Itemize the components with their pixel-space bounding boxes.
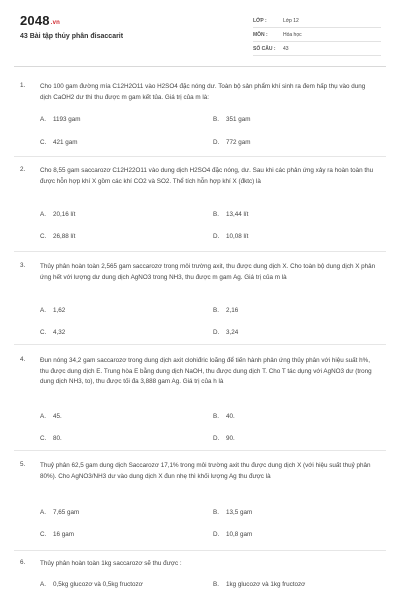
option-c[interactable]: C. 80.	[40, 435, 62, 442]
option-b[interactable]: B. 13,5 gam	[213, 509, 253, 516]
option-b[interactable]: B. 40.	[213, 413, 235, 420]
option-a[interactable]: A. 0,5kg glucozơ và 0,5kg fructozơ	[40, 581, 143, 588]
option-d[interactable]: D. 10,8 gam	[213, 531, 253, 538]
document-title: 43 Bài tập thủy phân đisaccarit	[20, 33, 124, 40]
option-b[interactable]: B. 2,16	[213, 307, 239, 314]
question-number: 5.	[20, 461, 26, 468]
meta-row-subject	[253, 28, 381, 42]
meta-row-grade	[253, 14, 381, 28]
question-divider	[14, 344, 386, 345]
question-text: Thủy phân hoàn toàn 2,565 gam saccarozơ trong môi trường axit, thu được dung dịch X. Cho toàn bộ dung dịch X phản ứng hết với lượng dư dung dịch AgNO3 trong NH3, thu được m gam Ag. Giá trị của m là	[40, 263, 376, 281]
option-a[interactable]: A. 1193 gam	[40, 116, 81, 123]
question-divider	[14, 450, 386, 451]
meta-value: 43	[283, 45, 289, 52]
document-header	[0, 0, 400, 62]
meta-label: MÔN :	[253, 31, 268, 38]
option-c[interactable]: C. 16 gam	[40, 531, 75, 538]
question-text: Thủy phân hoàn toàn 1kg saccarozơ sẽ thu được :	[40, 560, 182, 567]
meta-label: LỚP :	[253, 17, 267, 24]
question-text: Cho 100 gam đường mía C12H2O11 vào H2SO4 đặc nóng dư. Toàn bộ sản phẩm khí sinh ra đem hấp thụ vào dung dịch CaOH2 dư thì thu được m gam kết tủa. Giá trị của m là:	[40, 83, 366, 101]
meta-value: Lớp 12	[283, 17, 299, 24]
option-b[interactable]: B. 1kg glucozơ và 1kg fructozơ	[213, 581, 306, 588]
site-logo[interactable]	[20, 13, 60, 28]
option-d[interactable]: D. 772 gam	[213, 139, 251, 146]
option-b[interactable]: B. 13,44 lít	[213, 211, 249, 218]
option-c[interactable]: C. 4,32	[40, 329, 66, 336]
question-number: 2.	[20, 166, 26, 173]
option-a[interactable]: A. 1,62	[40, 307, 66, 314]
option-a[interactable]: A. 20,16 lít	[40, 211, 76, 218]
logo-text: 2048	[20, 13, 50, 28]
option-d[interactable]: D. 90.	[213, 435, 235, 442]
header-divider	[14, 66, 386, 67]
option-b[interactable]: B. 351 gam	[213, 116, 251, 123]
option-a[interactable]: A. 45.	[40, 413, 62, 420]
logo-tld: .vn	[50, 20, 61, 26]
question-divider	[14, 251, 386, 252]
question-number: 6.	[20, 559, 26, 566]
meta-label: SỐ CÂU :	[253, 45, 276, 52]
meta-value: Hóa học	[283, 31, 302, 38]
option-a[interactable]: A. 7,65 gam	[40, 509, 80, 516]
meta-row-count	[253, 42, 381, 56]
question-number: 1.	[20, 82, 26, 89]
question-divider	[14, 550, 386, 551]
question-number: 3.	[20, 262, 26, 269]
option-c[interactable]: C. 421 gam	[40, 139, 78, 146]
question-text: Đun nóng 34,2 gam saccarozơ trong dung dịch axit clohiđric loãng để tiến hành phản ứng thủy phân với hiệu suất h%, thu được dung dịch E. Trung hòa E bằng dung dịch NaOH, thu được dung dịch T. Cho T tác dụng với AgNO3 dư (trong dung dịch NH3, to), thu được tối đa 3,888 gam Ag. Giá trị của h là	[40, 357, 372, 385]
question-text: Thuỷ phân 62,5 gam dung dịch Saccarozơ 17,1% trong môi trường axit thu được dung dịch X (với hiệu suất thuỷ phân 80%). Cho AgNO3/NH3 dư vào dung dịch X đun nhẹ thì khối lượng Ag thu được là	[40, 462, 371, 480]
document-meta	[253, 14, 381, 56]
question-divider	[14, 156, 386, 157]
question-text: Cho 8,55 gam saccarozơ C12H22O11 vào dung dịch H2SO4 đặc nóng, dư. Sau khi các phản ứng xảy ra hoàn toàn thu được hỗn hợp khí X gồm các khí CO2 và SO2. Thể tích hỗn hợp khí X (đktc) là	[40, 167, 374, 185]
option-c[interactable]: C. 26,88 lít	[40, 233, 76, 240]
question-number: 4.	[20, 356, 26, 363]
option-d[interactable]: D. 3,24	[213, 329, 239, 336]
option-d[interactable]: D. 10,08 lít	[213, 233, 249, 240]
